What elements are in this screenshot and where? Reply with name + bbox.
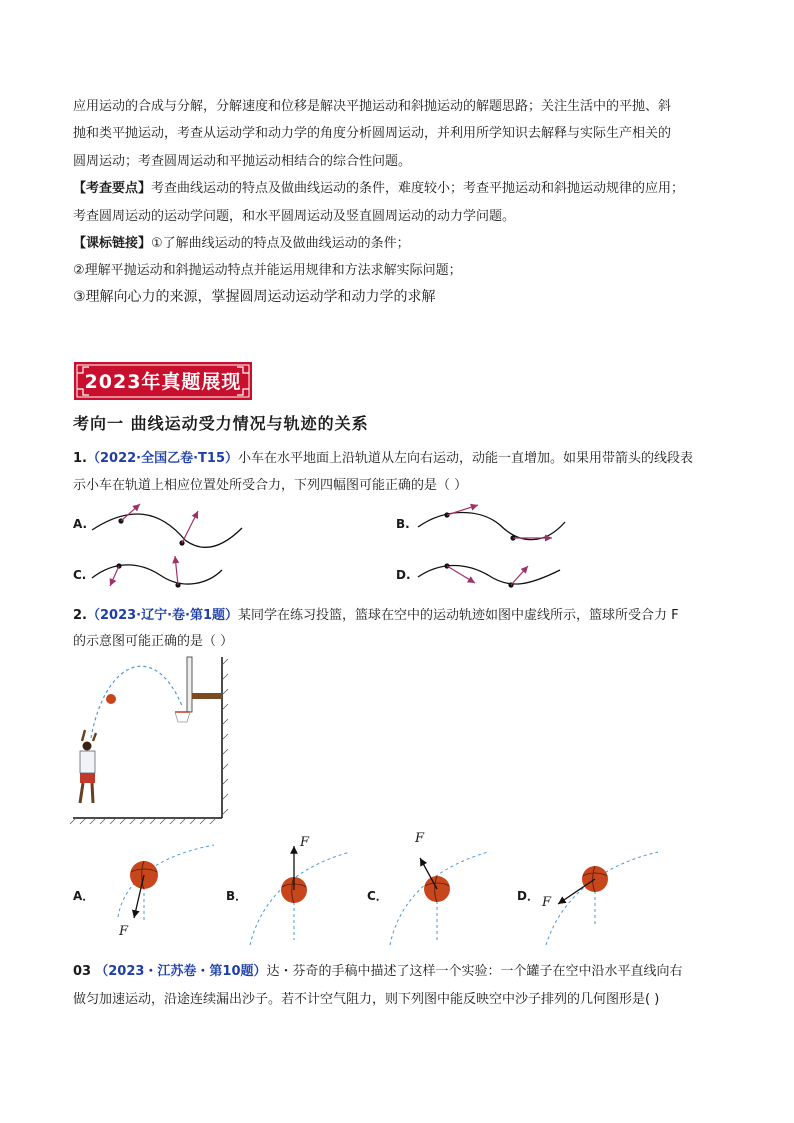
- q3-number: 03: [73, 964, 92, 979]
- q1-source: （2022·全国乙卷·T15）: [86, 451, 239, 466]
- q3-line-1: [73, 960, 683, 979]
- standard-item-3: ③理解向心力的来源，掌握圆周运动运动学和动力学的求解: [73, 289, 436, 305]
- q3-source: （2023・江苏卷・第10题）: [95, 964, 267, 979]
- intro-line-1: 应用运动的合成与分解，分解速度和位移是解决平抛运动和斜抛运动的解题思路；关注生活中的平抛、斜: [73, 99, 672, 114]
- q1-text-2: 示小车在轨道上相应位置处所受合力，下列四幅图可能正确的是（ ）: [73, 478, 468, 493]
- standard-item-1: ①了解曲线运动的特点及做曲线运动的条件；: [151, 236, 410, 251]
- standard-label: 【课标链接】: [73, 236, 152, 251]
- q1-option-d-label: D.: [396, 568, 411, 582]
- points-text-2: 考查圆周运动的运动学问题，和水平圆周运动及竖直圆周运动的动力学问题。: [73, 209, 516, 224]
- q1-figure-b: [418, 505, 565, 541]
- banner-title: 2023年真题展现: [84, 371, 242, 393]
- q2-text-1: 某同学在练习投篮，篮球在空中的运动轨迹如图中虚线所示，篮球所受合力 F: [238, 608, 679, 623]
- q2-option-b-label: B．: [226, 889, 248, 903]
- q2-figure-d: [546, 852, 658, 945]
- basketball-scene: [70, 657, 228, 824]
- q2-option-d-label: D．: [517, 889, 539, 903]
- q1-option-c-label: C.: [73, 568, 87, 582]
- q1-text-1: 小车在水平地面上沿轨道从左向右运动，动能一直增加。如果用带箭头的线段表: [238, 451, 694, 466]
- q1-figure-d: [418, 563, 560, 587]
- points-label: 【考查要点】: [73, 181, 152, 196]
- q1-figure-c: [92, 556, 222, 588]
- q3-text-2: 做匀加速运动，沿途连续漏出沙子。若不计空气阻力，则下列图中能反映空中沙子排列的几何图形是( ): [73, 992, 660, 1007]
- q2-force-label-c: F: [415, 831, 425, 846]
- player-figure: [80, 730, 96, 803]
- intro-line-2: 抛和类平抛运动，考查从运动学和动力学的角度分析圆周运动，并利用所学知识去解释与实际生产相关的: [73, 126, 672, 141]
- intro-line-3: 圆周运动；考查圆周运动和平抛运动相结合的综合性问题。: [73, 154, 412, 169]
- q2-number: 2.: [73, 608, 87, 623]
- q1-figure-a: [92, 504, 242, 547]
- q2-figure-a: [118, 845, 214, 920]
- q2-text-2: 的示意图可能正确的是（ ）: [73, 634, 234, 649]
- q2-figure-c: [390, 852, 488, 945]
- points-text-1: 考查曲线运动的特点及做曲线运动的条件，难度较小；考查平抛运动和斜抛运动规律的应用；: [151, 181, 685, 196]
- q1-option-a-label: A.: [73, 517, 88, 531]
- q2-source: （2023·辽宁·卷·第1题）: [86, 608, 239, 623]
- q2-figure-b: [250, 846, 350, 945]
- q2-option-a-label: A．: [73, 889, 95, 903]
- q2-force-label-d: F: [542, 895, 552, 910]
- q3-text-1: 达・芬奇的手稿中描述了这样一个实验：一个罐子在空中沿水平直线向右: [266, 964, 683, 979]
- q2-line-1: [73, 604, 679, 623]
- section-heading: 考向一 曲线运动受力情况与轨迹的关系: [73, 414, 369, 433]
- q1-option-b-label: B.: [396, 517, 410, 531]
- q1-number: 1.: [73, 451, 87, 466]
- standard-item-2: ②理解平抛运动和斜抛运动特点并能运用规律和方法求解实际问题；: [73, 263, 462, 278]
- q2-force-label-a: F: [119, 924, 129, 939]
- q2-force-label-b: F: [300, 835, 310, 850]
- q2-option-c-label: C．: [367, 889, 388, 903]
